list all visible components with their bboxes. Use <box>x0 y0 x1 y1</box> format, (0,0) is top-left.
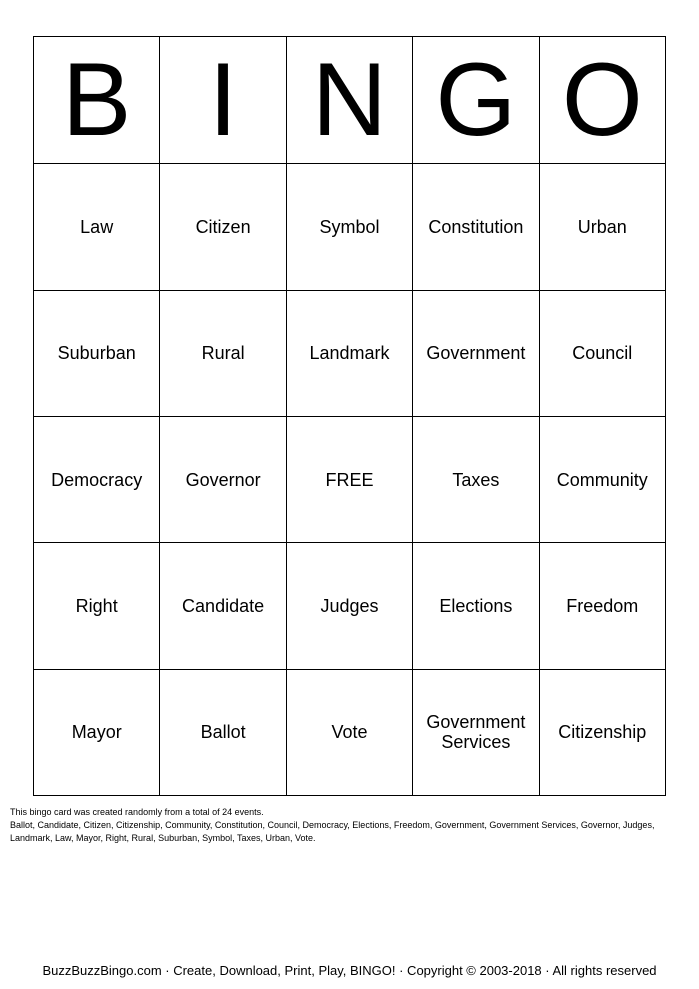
copyright-line: BuzzBuzzBingo.com · Create, Download, Print, Play, BINGO! · Copyright © 2003-2018 · All rights reserved <box>42 963 657 978</box>
word-list: Ballot, Candidate, Citizen, Citizenship, Community, Constitution, Council, Democracy, Elections, Freedom, Government, Government Services, Governor, Judges, Landmark, Law, Mayor, Right, Rural, Suburban, Symbol, Taxes, Urban, Vote. <box>10 820 655 843</box>
bingo-cell: Mayor <box>34 669 160 795</box>
bingo-cell: Ballot <box>160 669 286 795</box>
bingo-cell: Government Services <box>413 669 539 795</box>
bingo-row <box>34 416 666 542</box>
header-letter-o: O <box>539 37 665 164</box>
bingo-cell: Landmark <box>286 290 412 416</box>
bingo-cell: Urban <box>539 164 665 290</box>
bingo-cell: Candidate <box>160 543 286 669</box>
bingo-cell: Vote <box>286 669 412 795</box>
bingo-cell: Council <box>539 290 665 416</box>
bingo-row <box>34 164 666 290</box>
bingo-row <box>34 543 666 669</box>
bingo-cell: Community <box>539 416 665 542</box>
bingo-cell: Constitution <box>413 164 539 290</box>
bingo-cell: Freedom <box>539 543 665 669</box>
bingo-cell: Elections <box>413 543 539 669</box>
header-letter-b: B <box>34 37 160 164</box>
bingo-cell: Suburban <box>34 290 160 416</box>
bingo-row <box>34 290 666 416</box>
bingo-cell: Citizenship <box>539 669 665 795</box>
bingo-cell: Democracy <box>34 416 160 542</box>
bingo-header-row <box>34 37 666 164</box>
bingo-cell: Citizen <box>160 164 286 290</box>
header-letter-g: G <box>413 37 539 164</box>
bingo-card <box>33 36 666 796</box>
bingo-cell: Governor <box>160 416 286 542</box>
bingo-cell: Judges <box>286 543 412 669</box>
header-letter-i: I <box>160 37 286 164</box>
bingo-cell: Government <box>413 290 539 416</box>
bingo-cell: Law <box>34 164 160 290</box>
card-footnote <box>10 806 692 845</box>
bingo-cell: Symbol <box>286 164 412 290</box>
header-letter-n: N <box>286 37 412 164</box>
bingo-row <box>34 669 666 795</box>
bingo-free-cell: FREE <box>286 416 412 542</box>
bingo-cell: Rural <box>160 290 286 416</box>
bingo-cell: Right <box>34 543 160 669</box>
bingo-cell: Taxes <box>413 416 539 542</box>
generation-note: This bingo card was created randomly from a total of 24 events. <box>10 807 264 817</box>
